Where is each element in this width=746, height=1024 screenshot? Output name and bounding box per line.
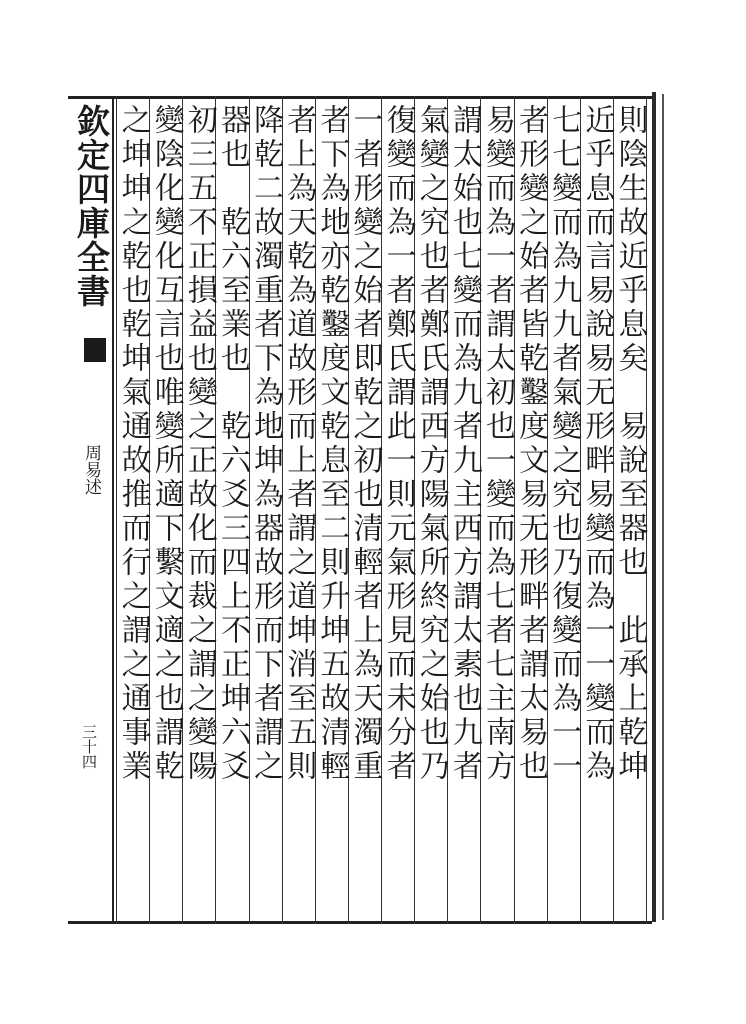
book-subtitle: 周易述: [81, 444, 101, 495]
page-number: 三十四: [80, 724, 98, 769]
text-column: 者形變之始者皆乾鑿度文易无形畔者謂太易也: [513, 104, 549, 784]
text-column: 七七變而為九九者氣變之究也乃復變而為一一: [546, 104, 582, 784]
text-column: 近乎息而言易說易无形畔易變而為一一變而為: [579, 104, 615, 784]
text-column: 降乾二故濁重者下為地坤為器故形而下者謂之: [248, 104, 284, 784]
book-title: 欽定四庫全書: [72, 104, 111, 308]
page-edge-line-outer: [662, 94, 664, 920]
fishtail-mark: [84, 338, 106, 362]
text-column: 氣變之究也者鄭氏謂西方陽氣所終究之始也乃: [413, 104, 449, 784]
text-column: 者上為天乾為道故形而上者謂之道坤消至五則: [281, 104, 317, 784]
text-column: 復變而為一者鄭氏謂此一則元氣形見而未分者: [380, 104, 416, 784]
text-column: 一者形變之始者即乾之初也清輕者上為天濁重: [347, 104, 383, 784]
text-column: 初三五不正損益也變之正故化而裁之謂之變陽: [181, 104, 217, 784]
text-column: 變陰化變化互言也唯變所適下繫文適之也謂乾: [148, 104, 184, 784]
text-column: 器也 乾六至業也 乾六爻三四上不正坤六爻: [214, 104, 250, 784]
text-column: 易變而為一者謂太初也一變而為七者七主南方: [479, 104, 515, 784]
text-column: 者下為地亦乾鑿度文乾息至二則升坤五故清輕: [314, 104, 350, 784]
text-column: 則陰生故近乎息矣 易說至器也 此承上乾坤: [612, 104, 648, 784]
text-column: 謂太始也七變而為九者九主西方謂太素也九者: [446, 104, 482, 784]
text-column: 之坤坤之乾也乾坤氣通故推而行之謂之通事業: [115, 104, 151, 784]
